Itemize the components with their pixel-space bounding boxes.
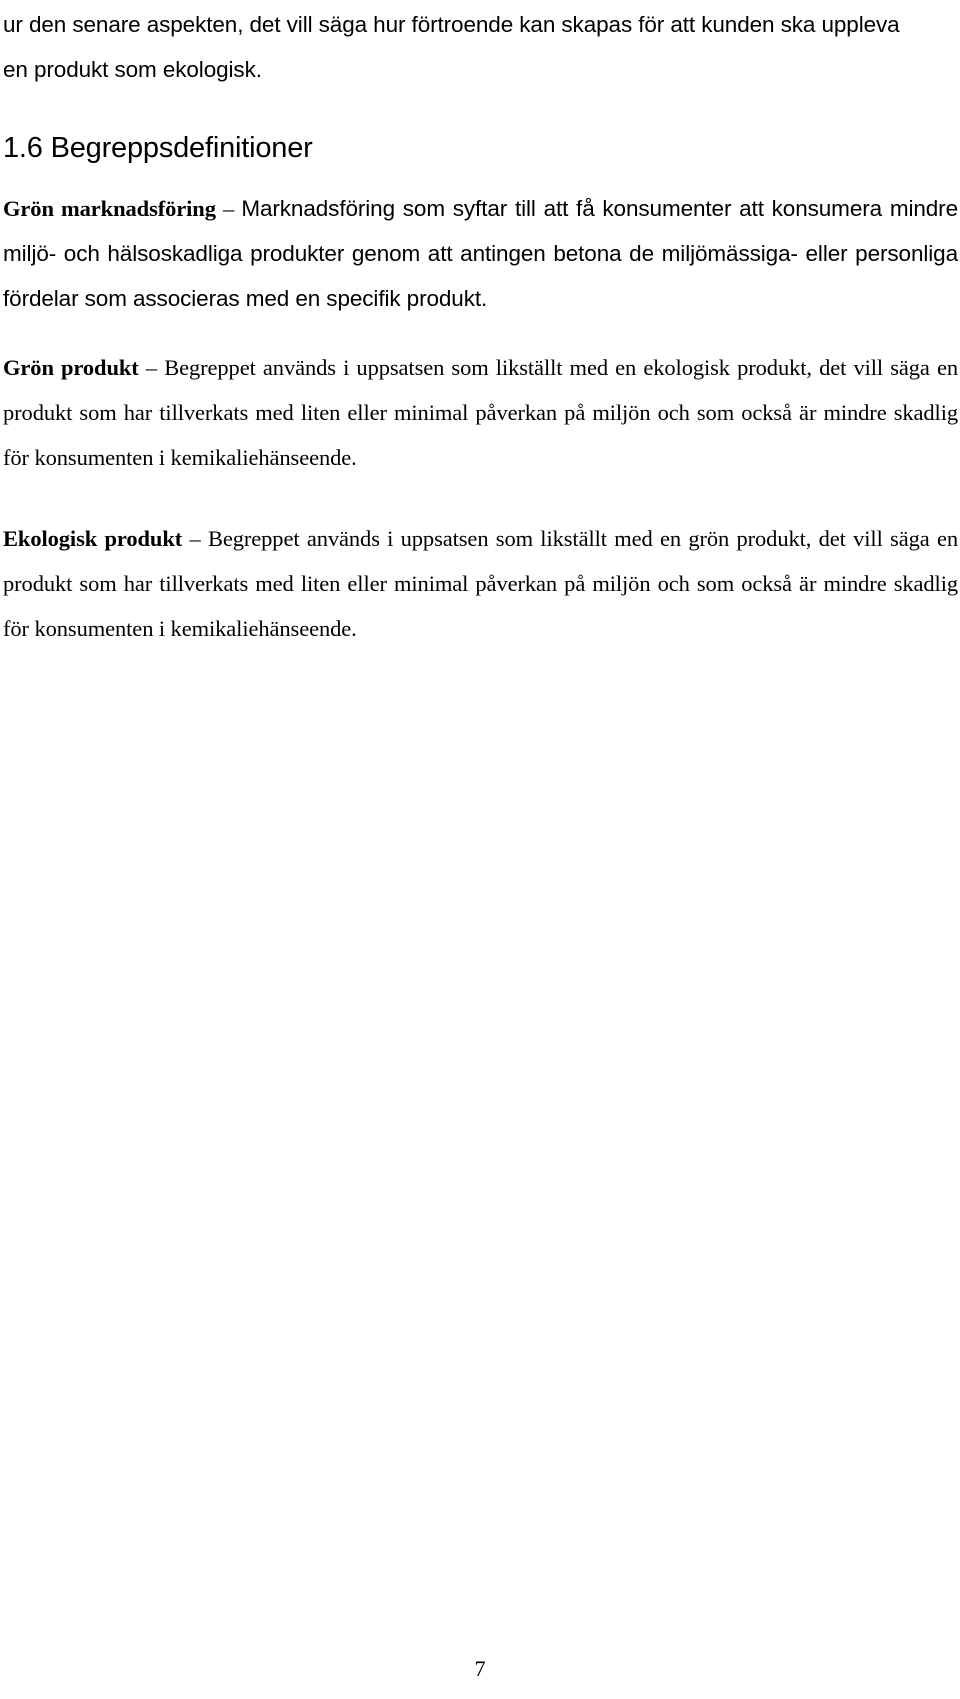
definition-dash: – xyxy=(182,526,208,551)
definition-text: Begreppet används i uppsatsen som likställt med en grön produkt, det vill säga en produkt som har tillverkats med liten eller minimal påverkan på miljön och som också är mindre skadlig för konsumenten i kemikaliehänseende. xyxy=(3,526,958,641)
intro-line-1: ur den senare aspekten, det vill säga hur förtroende kan skapas för att kunden ska uppleva xyxy=(3,12,900,37)
page-number: 7 xyxy=(474,1656,486,1681)
definition-text: Marknadsföring som syftar till att få konsumenter att konsumera mindre miljö- och hälsoskadliga produkter genom att antingen betona de miljömässiga- eller personliga fördelar som associeras med en specifik produkt. xyxy=(3,196,958,311)
definition-text: Begreppet används i uppsatsen som likställt med en ekologisk produkt, det vill säga en produkt som har tillverkats med liten eller minimal påverkan på miljön och som också är mindre skadlig för konsumenten i kemikaliehänseende. xyxy=(3,355,958,470)
definition-term: Ekologisk produkt xyxy=(3,526,183,551)
definition-term: Grön produkt xyxy=(3,355,139,380)
section-heading: 1.6 Begreppsdefinitioner xyxy=(3,132,313,164)
document-page xyxy=(3,0,958,641)
definition-term: Grön marknadsföring xyxy=(3,196,216,221)
definition-green-marketing xyxy=(3,186,958,321)
definition-ecological-product xyxy=(3,516,958,651)
definition-dash: – xyxy=(215,196,242,221)
definition-green-product xyxy=(3,345,958,480)
intro-paragraph xyxy=(3,0,958,92)
definition-dash: – xyxy=(138,355,165,380)
intro-line-2: en produkt som ekologisk. xyxy=(3,57,262,82)
